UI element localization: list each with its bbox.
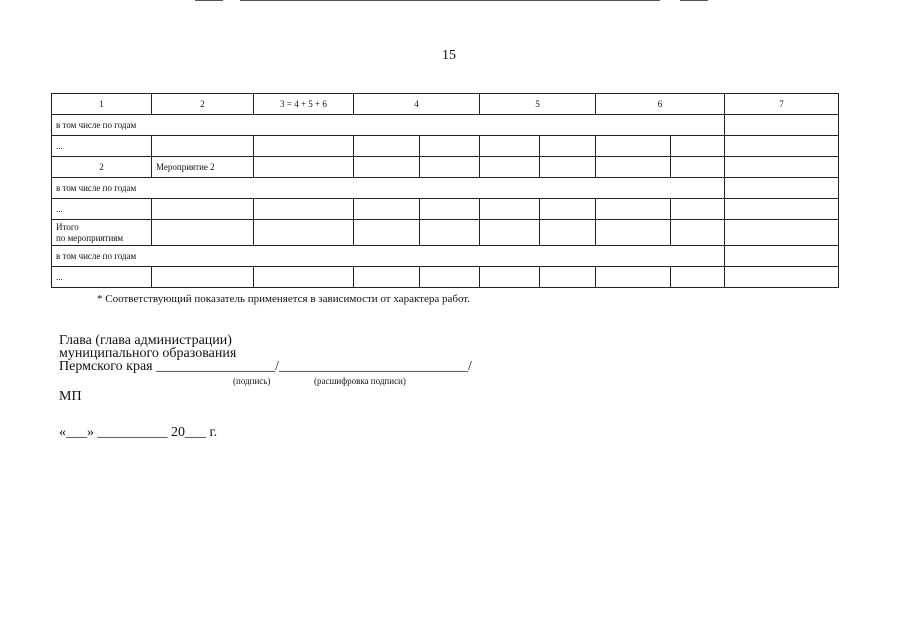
table-cell: [254, 136, 354, 157]
table-cell: [152, 136, 254, 157]
row-label: в том числе по годам: [52, 115, 725, 136]
table-cell: [420, 220, 480, 246]
table-row: [52, 246, 839, 267]
header-cell: 4: [354, 94, 480, 115]
table-row: [52, 199, 839, 220]
table-cell: [725, 246, 839, 267]
table-cell: [152, 199, 254, 220]
table-row: [52, 136, 839, 157]
table-cell: [596, 267, 671, 288]
table-cell: [254, 199, 354, 220]
page-number: 15: [442, 48, 456, 63]
table-cell: [671, 199, 725, 220]
item-name: Мероприятие 2: [152, 157, 254, 178]
table-cell: [152, 220, 254, 246]
table-cell: [354, 199, 420, 220]
table-cell: [725, 267, 839, 288]
header-cell: 3 = 4 + 5 + 6: [254, 94, 354, 115]
table-cell: [480, 220, 540, 246]
table-cell: [540, 157, 596, 178]
table-cell: [480, 157, 540, 178]
stamp-mark: МП: [59, 389, 82, 404]
table-row: [52, 115, 839, 136]
table-cell: [671, 157, 725, 178]
date-line: «___» __________ 20___ г.: [59, 425, 218, 440]
table-cell: [671, 220, 725, 246]
row-label: ...: [52, 267, 152, 288]
table-cell: [540, 220, 596, 246]
header-cell: 5: [480, 94, 596, 115]
table-row: [52, 178, 839, 199]
signature-line: Пермского края _________________/___________________________/: [59, 359, 472, 374]
table-cell: [420, 136, 480, 157]
table-cell: [354, 136, 420, 157]
scan-edge-line: [240, 0, 660, 1]
header-cell: 1: [52, 94, 152, 115]
scan-edge-line: [195, 0, 223, 1]
table-cell: [540, 199, 596, 220]
header-cell: 6: [596, 94, 725, 115]
table-cell: [354, 267, 420, 288]
signature-decoding-caption: (расшифровка подписи): [314, 376, 406, 386]
table-header-row: [52, 94, 839, 115]
signatory-title-line2: муниципального образования: [59, 346, 237, 361]
row-label: ...: [52, 199, 152, 220]
table-cell: [254, 220, 354, 246]
header-cell: 7: [725, 94, 839, 115]
table-cell: [480, 136, 540, 157]
table-cell: [596, 199, 671, 220]
form-table: [51, 93, 839, 288]
table-row: [52, 267, 839, 288]
signature-caption: (подпись): [233, 376, 271, 386]
table-cell: [540, 136, 596, 157]
table-cell: [480, 267, 540, 288]
table-cell: [420, 199, 480, 220]
table-cell: [540, 267, 596, 288]
table-cell: [254, 267, 354, 288]
total-label: [52, 220, 152, 246]
table-cell: [354, 157, 420, 178]
table-cell: [596, 136, 671, 157]
table-cell: [725, 115, 839, 136]
row-label: в том числе по годам: [52, 246, 725, 267]
table-cell: [725, 157, 839, 178]
total-label-line1: Итого: [56, 221, 79, 232]
table-cell: [596, 220, 671, 246]
row-label: в том числе по годам: [52, 178, 725, 199]
table-cell: [254, 157, 354, 178]
table-cell: [420, 157, 480, 178]
table-cell: [152, 267, 254, 288]
signatory-title-line1: Глава (глава администрации): [59, 333, 232, 348]
table-cell: [725, 136, 839, 157]
table-cell: [354, 220, 420, 246]
table-cell: [671, 267, 725, 288]
table-cell: [671, 136, 725, 157]
table-cell: [420, 267, 480, 288]
header-cell: 2: [152, 94, 254, 115]
table-cell: [725, 178, 839, 199]
item-number: 2: [52, 157, 152, 178]
scan-edge-line: [680, 0, 708, 1]
table-cell: [480, 199, 540, 220]
total-label-line2: по мероприятиям: [56, 232, 124, 243]
table-cell: [725, 199, 839, 220]
table-row: [52, 220, 839, 246]
table-row: [52, 157, 839, 178]
table-cell: [725, 220, 839, 246]
footnote: * Соответствующий показатель применяется в зависимости от характера работ.: [97, 293, 471, 305]
row-label: ...: [52, 136, 152, 157]
table-cell: [596, 157, 671, 178]
